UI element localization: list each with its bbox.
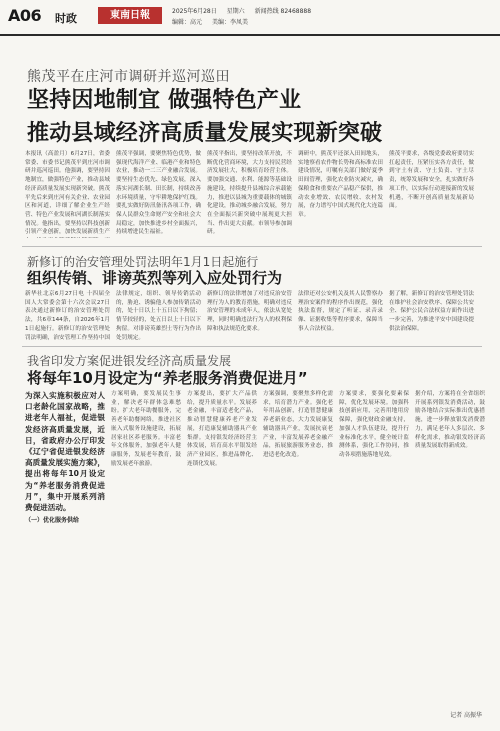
article3-headline: 将每年10月设定为“养老服务消费促进月”: [27, 369, 308, 387]
page-number: A06: [8, 6, 42, 25]
article3-col1: 方案明确，要发展民生事业，解决老年群体急难愁盼。扩大老年助餐服务，完善老年助餐网络，推进社区嵌入式服务设施建设，拓展居家社区养老服务。丰富老年文体服务，加强老年人健康服务，发展老年教育，鼓励发展老年旅游。: [111, 391, 181, 467]
masthead-logo: 東南日報: [98, 7, 162, 24]
article1-body: [25, 150, 474, 238]
article3-subhead: （一）优化服务供给: [25, 517, 80, 525]
article3-kicker: 我省印发方案促进银发经济高质量发展: [27, 354, 232, 368]
article3-col3: 方案强调，要聚焦多样化需求，培育潜力产业。强化老年用品创新，打造智慧健康养老新业态，大力发展康复辅助器具产业，发展抗衰老产业，丰富发展养老金融产品，拓展旅游服务业态，推进适老化改造。: [263, 391, 333, 458]
article1-col4: 调研中，熊茂平还深入田间地头，实地察看农作物长势和高标准农田建设情况，叮嘱有关部门做好夏季田间管理，强化农业防灾减灾，确保粮食和重要农产品稳产保供，推动农业增效、农民增收、农村发展，奋力谱写中国式现代化大连篇章。: [298, 151, 383, 218]
article2-col2: 法律规定，组织、领导传销活动的，胁迫、诱骗他人参加传销活动的，处十日以上十五日以下拘留；情节较轻的，处五日以上十日以下拘留。对诽谤英雄烈士等行为作出处罚规定。: [116, 291, 201, 341]
article1-col3: 熊茂平指出，要坚持改革开放，不断优化营商环境，大力支持民营经济发展壮大，积极培育经营主体。要加强交通、水利、能源等基础设施建设，持续提升县城综合承载能力，推进以县城为重要载体的城镇化建设，推动城乡融合发展，努力在全面振兴新突破中展现更大担当、作出更大贡献。市领导参加调研。: [207, 151, 292, 236]
article1-col5: 熊茂平要求，各级党委政府要切实扛起责任，压紧压实各方责任，做到守土有责、守土负责、守土尽责，统筹发展和安全，扎实做好各项工作，以实际行动迎接新的发展机遇，不断开创高质量发展新局面。: [389, 151, 474, 210]
article2-headline: 组织传销、诽谤英烈等列入应处罚行为: [27, 269, 283, 287]
designer-credit: 美编：李凤美: [211, 19, 248, 26]
article3-lead-column: [25, 390, 105, 524]
article3-col5: 据介绍，方案将在全省组织开展系列银发消费活动，鼓励各地结合实际推出优惠措施，进一步释放银发消费潜力，满足老年人多层次、多样化需求，推动银发经济高质量发展取得新成效。: [415, 391, 485, 450]
article1-col1: 本报讯（高盈月）6月27日，省委常委、市委书记熊茂平到庄河市调研并巡河巡田。他强调，要坚持因地制宜，做强特色产业，推动县域经济高质量发展实现新突破。熊茂平先后来到庄河有关企业、农业园区和河道，详细了解企业生产经营、特色产业发展和河湖长制落实情况。他指出，要坚持以科技创新引领产业创新，加快发展新质生产: [25, 151, 110, 236]
article2-col4: 法律还对公安机关及其人民警察办理治安案件的程序作出规范，强化执法监督，规定了听证、录音录像、证据收集等程序要求，保障当事人合法权益。: [298, 291, 383, 332]
section-label: 时政: [55, 12, 77, 25]
article2-kicker: 新修订的治安管理处罚法明年1月1日起施行: [27, 255, 259, 269]
article3-body: [111, 390, 485, 708]
article1-headline-line1: 坚持因地制宜 做强特色产业: [27, 88, 302, 113]
issue-weekday: 星期六: [226, 8, 245, 15]
editor-credit: 编辑：高元: [172, 19, 203, 26]
article3-byline: 记者 高振华: [450, 712, 482, 719]
page-header: [0, 0, 500, 36]
article3-lead: 为深入实施积极应对人口老龄化国家战略，推进老年人福祉，促进银发经济高质量发展，近日，省政府办公厅印发《辽宁省促进银发经济高质量发展实施方案》，提出将每年10月设定为“养老服务消费促进月”，集中开展系列消费促进活动。: [25, 391, 105, 513]
article1-headline-line2: 推动县域经济高质量发展实现新突破: [27, 121, 383, 146]
divider-1: [22, 246, 482, 247]
article2-col5: 据了解，新修订的治安管理处罚法在维护社会治安秩序、保障公共安全、保护公民合法权益方面作出进一步完善，为推进平安中国建设提供法治保障。: [389, 291, 474, 332]
article1-kicker: 熊茂平在庄河市调研并巡河巡田: [27, 69, 230, 85]
header-meta-top: [172, 6, 319, 15]
article2-col1: 新华社北京6月27日电 十四届全国人大常委会第十六次会议27日表决通过新修订的治安管理处罚法，共6章144条，自2026年1月1日起施行。新修订的治安管理处罚法明确，治安管理工作坚持中国: [25, 291, 110, 341]
article2-body: [25, 290, 474, 342]
issue-date: 2025年6月28日: [172, 8, 217, 15]
news-hotline: 新闻热线 82468888: [254, 8, 312, 15]
article3-col4: 方案要求，要强化要素保障，优化发展环境。加强科技创新应用，完善用地用房保障，强化财政金融支持，加强人才队伍建设，提升行业标准化水平，健全统计监测体系，强化工作协同，推动各项措施落地见效。: [339, 391, 409, 458]
article3-col2: 方案提出，要扩大产品供给，提升质量水平。发展养老金融，丰富适老化产品，推动智慧健康养老产业发展，打造康复辅助器具产业集群。支持银发经济经营主体发展，培育高水平银发经济产业园区，推进品牌化、连锁化发展。: [187, 391, 257, 467]
divider-2: [22, 346, 482, 347]
article1-col2: 熊茂平强调，要聚焦特色优势，做强现代海洋产业、临港产业和特色农业，推动一二三产业融合发展。要坚持生态优先、绿色发展，深入落实河湖长制、田长制，持续改善水环境质量，守牢耕地保护红线。要扎实做好防汛备汛各项工作，确保人民群众生命财产安全和社会大局稳定，加快推进乡村全面振兴，持续增进民生福祉。: [116, 151, 201, 236]
article2-col3: 新修订的法律增加了对违反治安管理行为人的教育措施，明确对违反治安管理的未成年人，依法从宽处理，同时明确违法行为人的权利保障和执法规范化要求。: [207, 291, 292, 332]
header-meta-bottom: [172, 17, 256, 26]
